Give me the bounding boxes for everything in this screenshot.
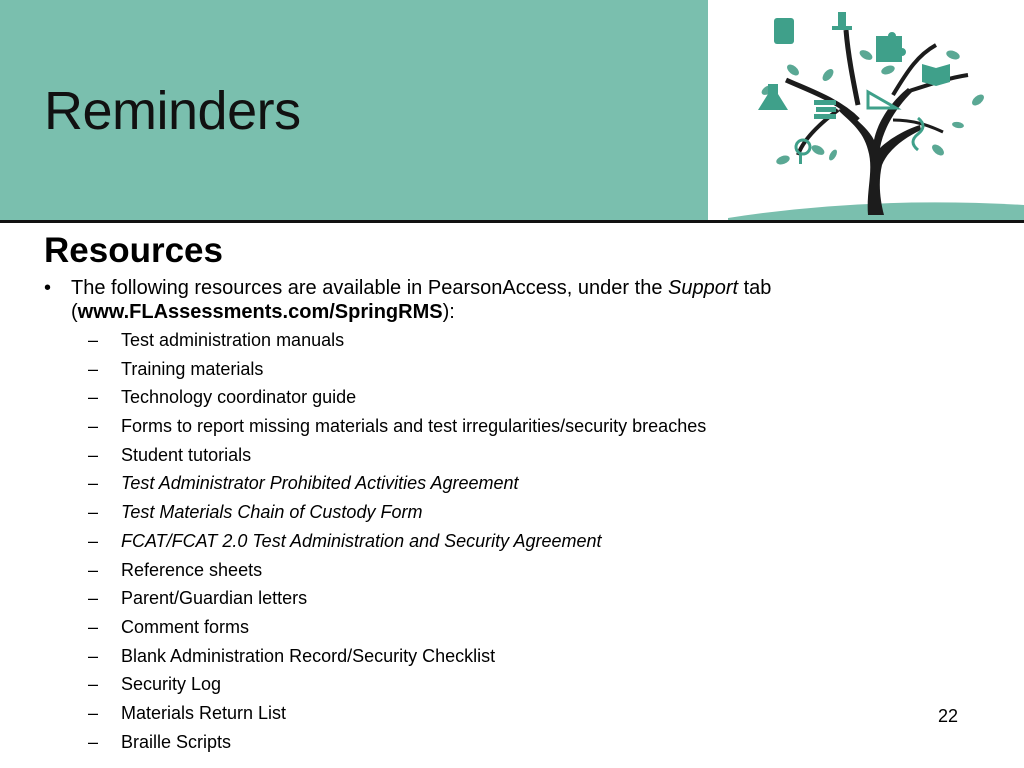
list-item-label: Comment forms — [121, 616, 250, 637]
resources-url: www.FLAssessments.com/SpringRMS — [77, 301, 443, 323]
section-heading: Resources — [44, 231, 223, 270]
dash-marker: – — [88, 330, 99, 350]
dash-marker: – — [88, 674, 99, 695]
list-item-label: Test Materials Chain of Custody Form — [121, 502, 423, 523]
list-item-label: Student tutorials — [121, 444, 252, 465]
intro-bullet — [44, 276, 944, 324]
intro-text-tab: tab — [738, 277, 772, 299]
list-item-label: Test Administrator Prohibited Activities Agreement — [121, 473, 519, 494]
dash-marker: – — [88, 473, 99, 494]
support-tab-name: Support — [668, 277, 739, 299]
list-item-label: Parent/Guardian letters — [121, 588, 308, 609]
list-item-label: Security Log — [121, 674, 222, 695]
page-number: 22 — [938, 706, 959, 726]
list-item-label: Materials Return List — [121, 702, 287, 723]
dash-marker: – — [88, 416, 99, 437]
tree-illustration — [708, 0, 1024, 221]
bullet-marker: • — [44, 277, 52, 299]
list-item-label: Test administration manuals — [121, 330, 345, 350]
list-item-label: Forms to report missing materials and test irregularities/security breaches — [121, 416, 707, 437]
dash-marker: – — [88, 444, 99, 465]
list-item-label: Technology coordinator guide — [121, 387, 357, 408]
list-item-label: FCAT/FCAT 2.0 Test Administration and Security Agreement — [121, 530, 602, 551]
dash-marker: – — [88, 559, 99, 580]
dash-marker: – — [88, 502, 99, 523]
page-title: Reminders — [44, 81, 301, 141]
list-item-label: Reference sheets — [121, 559, 263, 580]
list-item-label: Braille Scripts — [121, 731, 232, 752]
intro-text — [71, 276, 944, 324]
dash-marker: – — [88, 358, 99, 379]
paren-open: ( — [71, 301, 78, 323]
intro-text-start: The following resources are available in PearsonAccess, under the — [71, 277, 668, 299]
dash-marker: – — [88, 588, 99, 609]
dash-marker: – — [88, 731, 99, 752]
list-item-label: Blank Administration Record/Security Checklist — [121, 645, 496, 666]
list-item-label: Training materials — [121, 358, 264, 379]
dash-marker: – — [88, 645, 99, 666]
dash-marker: – — [88, 702, 99, 723]
dash-marker: – — [88, 530, 99, 551]
dash-marker: – — [88, 616, 99, 637]
header-divider — [0, 220, 1024, 223]
dash-marker: – — [88, 387, 99, 408]
paren-close: ): — [442, 301, 455, 323]
